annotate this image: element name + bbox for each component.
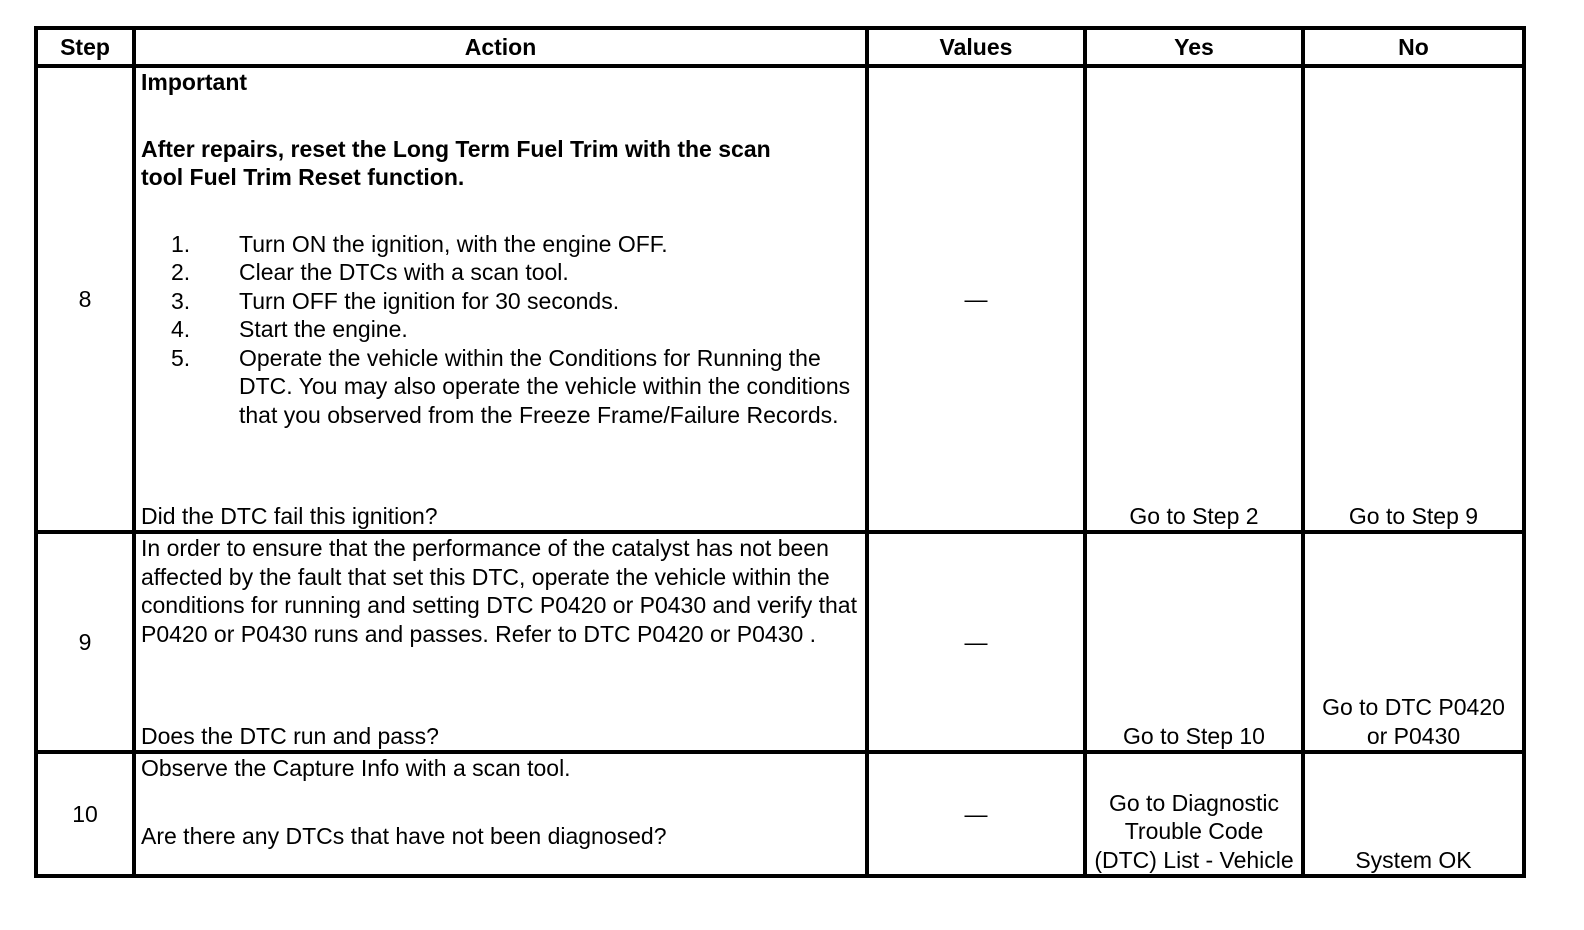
- yes-result: Go to Diagnostic Trouble Code (DTC) List - Vehicle: [1085, 752, 1303, 876]
- values-cell: —: [867, 752, 1085, 876]
- step-question: Does the DTC run and pass?: [141, 722, 439, 749]
- list-item-text: Start the engine.: [239, 316, 408, 342]
- diagnostic-table: [34, 26, 1526, 878]
- list-item-text: Turn ON the ignition, with the engine OFF.: [239, 230, 668, 257]
- step-question: Are there any DTCs that have not been diagnosed?: [141, 822, 667, 849]
- action-cell: [134, 532, 867, 752]
- no-result: System OK: [1303, 752, 1524, 876]
- action-cell: [134, 66, 867, 532]
- no-result: Go to Step 9: [1303, 66, 1524, 532]
- important-label: Important: [141, 69, 248, 95]
- step-question: Did the DTC fail this ignition?: [141, 502, 438, 529]
- list-item-number: 1.: [171, 230, 191, 257]
- step-number: 8: [36, 66, 134, 532]
- header-action: Action: [134, 28, 867, 66]
- list-item: [141, 344, 860, 430]
- header-no: No: [1303, 28, 1524, 66]
- action-cell: [134, 752, 867, 876]
- header-row: [36, 28, 1524, 66]
- list-item: [141, 258, 860, 287]
- list-item-text: Turn OFF the ignition for 30 seconds.: [239, 287, 620, 314]
- list-item-text: Clear the DTCs with a scan tool.: [239, 259, 569, 285]
- important-text-line-1: After repairs, reset the Long Term Fuel Trim with the scan: [141, 135, 771, 162]
- list-item: [141, 287, 860, 316]
- list-item-number: 4.: [171, 316, 191, 342]
- list-item-number: 5.: [171, 344, 191, 371]
- values-cell: —: [867, 66, 1085, 532]
- yes-result: Go to Step 10: [1085, 532, 1303, 752]
- list-item: [141, 315, 860, 344]
- list-item-text: Operate the vehicle within the Conditions for Running the DTC. You may also operate the vehicle within the conditions that you observed from the Freeze Frame/Failure Records.: [239, 344, 851, 428]
- table-row-step-9: [36, 532, 1524, 752]
- procedure-list: [141, 230, 860, 430]
- step-number: 10: [36, 752, 134, 876]
- header-step: Step: [36, 28, 134, 66]
- action-text: Observe the Capture Info with a scan tool.: [141, 755, 571, 781]
- list-item-number: 2.: [171, 259, 191, 285]
- step-number: 9: [36, 532, 134, 752]
- table-row-step-8: [36, 66, 1524, 532]
- table-row-step-10: [36, 752, 1524, 876]
- action-text: In order to ensure that the performance of the catalyst has not been affected by the fault that set this DTC, operate the vehicle within the conditions for running and setting DTC P0420 or P0430 and verify that P0420 or P0430 runs and passes. Refer to DTC P0420 or P0430 .: [141, 535, 857, 647]
- header-values: Values: [867, 28, 1085, 66]
- yes-result: Go to Step 2: [1085, 66, 1303, 532]
- list-item-number: 3.: [171, 287, 191, 314]
- no-result: Go to DTC P0420 or P0430: [1303, 532, 1524, 752]
- header-yes: Yes: [1085, 28, 1303, 66]
- list-item: [141, 230, 860, 259]
- important-text-line-2: tool Fuel Trim Reset function.: [141, 164, 465, 190]
- values-cell: —: [867, 532, 1085, 752]
